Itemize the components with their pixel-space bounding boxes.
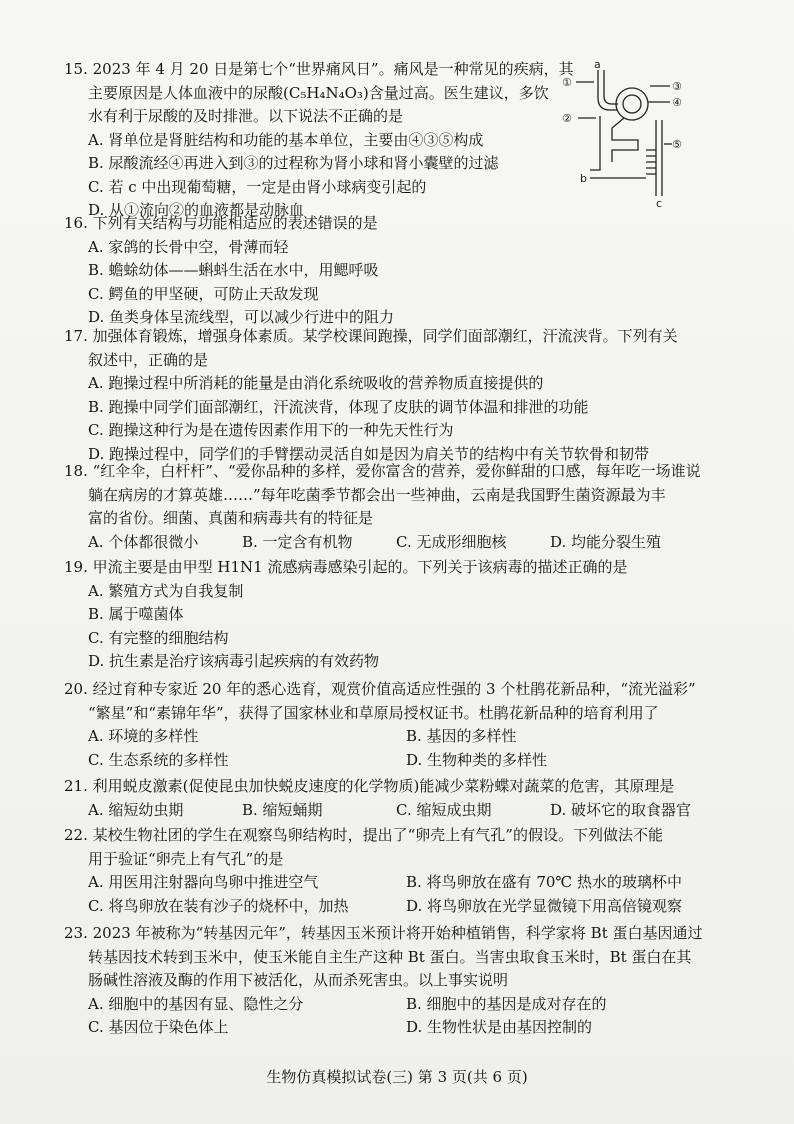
option-b: B. 尿酸流经④再进入到③的过程称为肾小球和肾小囊壁的过滤 [88,154,499,172]
option-b: B. 将鸟卵放在盛有 70℃ 热水的玻璃杯中 [406,873,682,891]
option-b: B. 跑操中同学们面部潮红，汗流浃背，体现了皮肤的调节体温和排泄的功能 [88,397,589,416]
label-1: ① [562,76,572,89]
option-d: D. 均能分裂生殖 [550,532,662,551]
option-row [64,993,704,1017]
option-b: B. 缩短蛹期 [242,800,323,819]
question-stem: 主要原因是人体血液中的尿酸(C₅H₄N₄O₃)含量过高。医生建议，多饮 [88,83,549,102]
question-15 [64,58,574,223]
label-b: b [580,172,587,185]
question-stem: 富的省份。细菌、真菌和病毒共有的特征是 [88,509,374,527]
option-b: B. 一定含有机物 [242,532,353,551]
renal-capsule [616,88,648,120]
option-c: C. 无成形细胞核 [396,532,507,551]
option-b: B. 细胞中的基因是成对存在的 [406,994,607,1013]
nephron-diagram [560,58,690,208]
option-d: D. 鱼类身体呈流线型，可以减少行进中的阻力 [88,308,395,326]
efferent-vessel [590,116,600,170]
question-stem: 19. 甲流主要是由甲型 H1N1 流感病毒感染引起的。下列关于该病毒的描述正确的是 [64,558,628,576]
label-2: ② [562,112,572,125]
option-c: C. 若 c 中出现葡萄糖，一定是由肾小球病变引起的 [88,177,427,196]
capillary-lines [646,150,656,174]
label-a: a [594,58,601,71]
option-d: D. 将鸟卵放在光学显微镜下用高倍镜观察 [406,896,683,915]
question-stem: 躺在病房的才算英雄……”每年吃菌季节都会出一些神曲，云南是我国野生菌资源最为丰 [88,485,666,504]
option-d: D. 生物种类的多样性 [406,750,548,769]
question-19 [64,556,704,674]
option-c: C. 跑操这种行为是在遗传因素作用下的一种先天性行为 [88,421,454,439]
question-stem: 21. 利用蜕皮激素(促使昆虫加快蜕皮速度的化学物质)能减少菜粉蝶对蔬菜的危害，其原理是 [64,777,675,795]
question-stem: 用于验证“卵壳上有气孔”的是 [88,849,284,868]
option-c: C. 缩短成虫期 [396,800,492,819]
question-17 [64,325,704,466]
option-row [64,1016,704,1040]
page-footer: 生物仿真模拟试卷(三) 第 3 页(共 6 页) [266,1068,528,1086]
label-c: c [656,197,663,208]
label-4: ④ [672,96,682,109]
question-stem: 叙述中，正确的是 [88,350,209,369]
question-stem: 23. 2023 年被称为“转基因元年”，转基因玉米预计将开始种植销售，科学家将 Bt 蛋白基因通过 [64,924,703,942]
question-stem: 肠碱性溶液及酶的作用下被活化，从而杀死害虫。以上事实说明 [88,971,509,989]
label-3: ③ [672,80,682,93]
option-a: A. 繁殖方式为自我复制 [88,581,244,600]
label-5: ⑤ [672,138,682,151]
question-stem: 20. 经过育种专家近 20 年的悉心选育，观赏价值高适应性强的 3 个杜鹃花新品种，“流光溢彩” [64,680,696,698]
option-c: C. 有完整的细胞结构 [88,628,229,647]
option-c: C. 生态系统的多样性 [88,750,229,769]
question-stem: 16. 下列有关结构与功能相适应的表述错误的是 [64,214,378,232]
glomerulus [623,95,641,113]
question-23 [64,922,704,1040]
question-stem: 22. 某校生物社团的学生在观察鸟卵结构时，提出了“卵壳上有气孔”的假设。下列做法不能 [64,826,663,844]
option-row [64,799,704,823]
option-a: A. 跑操过程中所消耗的能量是由消化系统吸收的营养物质直接提供的 [88,374,544,392]
question-stem: “繁星”和“素锦年华”，获得了国家林业和草原局授权证书。杜鹃花新品种的培育利用了 [88,703,659,722]
question-stem: 转基因技术转到玉米中，使玉米能自主生产这种 Bt 蛋白。当害虫取食玉米时，Bt 蛋白在其 [88,947,692,966]
option-c: C. 鳄鱼的甲坚硬，可防止天敌发现 [88,284,319,303]
option-row [64,749,704,773]
question-21 [64,775,704,822]
afferent-vessel-inner [604,70,618,104]
option-d: D. 抗生素是治疗该病毒引起疾病的有效药物 [88,652,380,670]
question-stem: 水有利于尿酸的及时排泄。以下说法不正确的是 [88,107,404,125]
question-stem: 18. “红伞伞，白杆杆”、“爱你品种的多样，爱你富含的营养，爱你鲜甜的口感，每年吃一场谁说 [64,462,701,480]
option-a: A. 细胞中的基因有显、隐性之分 [88,994,304,1013]
option-b: B. 蟾蜍幼体——蝌蚪生活在水中，用鳃呼吸 [88,261,379,279]
option-row [64,895,704,919]
option-c: C. 基因位于染色体上 [88,1018,229,1036]
option-c: C. 将鸟卵放在装有沙子的烧杯中，加热 [88,896,349,915]
option-d: D. 生物性状是由基因控制的 [406,1018,593,1036]
tubule [612,118,638,162]
option-d: D. 从①流向②的血液都是动脉血 [88,201,305,219]
question-22 [64,824,704,918]
option-b: B. 属于噬菌体 [88,605,184,623]
option-a: A. 肾单位是肾脏结构和功能的基本单位，主要由④③⑤构成 [88,130,484,149]
option-b: B. 基因的多样性 [406,727,517,745]
option-row [64,725,704,749]
option-row [64,531,704,555]
option-row [64,871,704,895]
question-18 [64,460,704,554]
option-a: A. 用医用注射器向鸟卵中推进空气 [88,873,319,891]
option-a: A. 环境的多样性 [88,727,199,745]
question-20 [64,678,704,772]
question-stem: 17. 加强体育锻炼，增强身体素质。某学校课间跑操，同学们面部潮红，汗流浃背。下列有关 [64,327,678,345]
option-a: A. 缩短幼虫期 [88,800,184,819]
question-16 [64,212,704,330]
option-d: D. 破坏它的取食器官 [550,800,692,819]
option-d: D. 跑操过程中，同学们的手臂摆动灵活自如是因为肩关节的结构中有关节软骨和韧带 [88,444,650,463]
option-a: A. 个体都很微小 [88,532,199,551]
question-stem: 15. 2023 年 4 月 20 日是第七个“世界痛风日”。痛风是一种常见的疾病，其 [64,60,574,78]
option-a: A. 家鸽的长骨中空，骨薄而轻 [88,237,289,256]
